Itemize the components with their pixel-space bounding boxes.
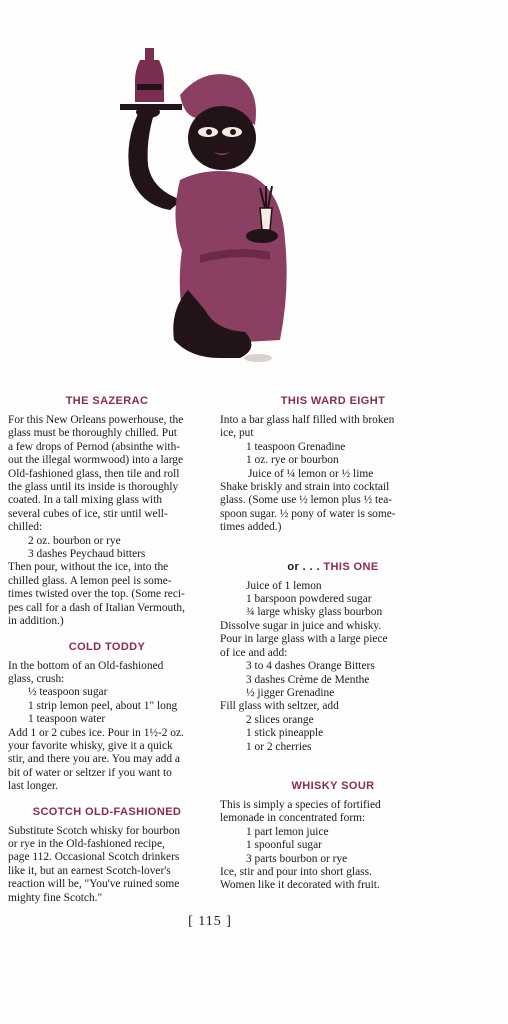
recipe-line: Fill glass with seltzer, add — [220, 700, 339, 713]
recipe-line: glass, crush: — [8, 672, 65, 685]
recipe-title — [8, 806, 206, 818]
recipe-title-prefix: or . . . — [287, 560, 324, 573]
recipe-line: stir, and there you are. You may add a — [8, 753, 180, 766]
recipe-sazerac — [8, 395, 206, 629]
recipe-line: lemonade in concentrated form: — [220, 812, 366, 825]
recipe-whisky-sour — [220, 780, 446, 893]
recipe-line: coated. In a tall mixing glass with — [8, 494, 163, 507]
recipe-line: 3 dashes Peychaud bitters — [28, 548, 146, 561]
recipe-line: ¾ large whisky glass bourbon — [246, 606, 383, 619]
recipe-line: 1 barspoon powdered sugar — [246, 593, 372, 606]
recipe-scotch-old-fashioned — [8, 806, 206, 905]
recipe-line: Then pour, without the ice, into the — [8, 561, 169, 574]
recipe-line: bit of water or seltzer if you want to — [8, 766, 172, 779]
recipe-line: 3 dashes Crème de Menthe — [246, 673, 370, 686]
recipe-line: like it, but an earnest Scotch-lover's — [8, 864, 171, 877]
recipe-line: the glass until its inside is thoroughly — [8, 481, 179, 494]
recipe-line: 1 stick pineapple — [246, 727, 324, 740]
recipe-line: page 112. Occasional Scotch drinkers — [8, 851, 180, 864]
recipe-line: 1 teaspoon water — [28, 713, 106, 726]
illustration — [110, 40, 310, 370]
figure-icon — [128, 74, 286, 362]
recipe-line: your favorite whisky, give it a quick — [8, 739, 173, 752]
recipe-title-text: WHISKY SOUR — [291, 779, 375, 792]
recipe-line: a few drops of Pernod (absinthe with- — [8, 440, 181, 453]
recipe-line: reaction will be, "You've ruined some — [8, 878, 180, 891]
recipe-line: 2 slices orange — [246, 713, 314, 726]
recipe-line: 1 or 2 cherries — [246, 740, 312, 753]
recipe-line: Into a bar glass half filled with broken — [220, 414, 395, 426]
recipe-line: Add 1 or 2 cubes ice. Pour in 1½-2 oz. — [8, 726, 184, 739]
recipe-line: 1 oz. rye or bourbon — [246, 454, 339, 467]
recipe-line: Old-fashioned glass, then tile and roll — [8, 467, 180, 480]
recipe-title-text: SCOTCH OLD-FASHIONED — [32, 805, 182, 818]
recipe-line: glass must be thoroughly chilled. Put — [8, 427, 177, 440]
recipe-line: of ice and add: — [220, 646, 288, 659]
recipe-line: 3 to 4 dashes Orange Bitters — [246, 660, 375, 673]
recipe-line: 1 part lemon juice — [246, 825, 329, 838]
recipe-line: 1 teaspoon Grenadine — [246, 440, 346, 453]
recipe-line: Pour in large glass with a large piece — [220, 633, 388, 646]
recipe-title-text: THIS ONE — [323, 560, 379, 573]
recipe-title-text: COLD TODDY — [68, 640, 146, 653]
recipe-line: 3 parts bourbon or rye — [246, 852, 348, 865]
recipe-this-one — [220, 561, 446, 754]
recipe-line: Women like it decorated with fruit. — [220, 879, 380, 892]
recipe-title — [8, 395, 206, 407]
recipe-line: chilled glass. A lemon peel is some- — [8, 574, 172, 587]
recipe-ward-eight — [220, 395, 446, 535]
bottle-on-tray-icon — [120, 48, 182, 110]
recipe-line: or rye in the Old-fashioned recipe, — [8, 837, 165, 850]
right-column — [220, 395, 446, 905]
recipe-line: mighty fine Scotch." — [8, 891, 103, 904]
recipe-line: Juice of ¼ lemon or ½ lime — [248, 467, 374, 480]
recipe-line: In the bottom of an Old-fashioned — [8, 659, 164, 672]
page-number: [ 115 ] — [188, 914, 232, 929]
recipe-title-text: THE SAZERAC — [65, 395, 149, 407]
left-column — [8, 395, 206, 917]
recipe-line: Juice of 1 lemon — [246, 579, 322, 592]
recipe-line: times twisted over the top. (Some reci- — [8, 588, 185, 601]
recipe-line: Dissolve sugar in juice and whisky. — [220, 619, 382, 632]
recipe-title — [8, 641, 206, 653]
recipe-title — [220, 395, 446, 407]
recipe-line: last longer. — [8, 780, 58, 793]
recipe-line: This is simply a species of fortified — [220, 798, 381, 811]
recipe-line: For this New Orleans powerhouse, the — [8, 414, 184, 426]
recipe-line: ice, put — [220, 427, 254, 440]
recipe-line: ½ jigger Grenadine — [246, 686, 335, 699]
recipe-line: 1 strip lemon peel, about 1" long — [28, 699, 178, 712]
recipe-title-text: THIS WARD EIGHT — [280, 395, 386, 407]
recipe-line: several cubes of ice, stir until well- — [8, 507, 168, 520]
recipe-line: times added.) — [220, 521, 282, 534]
recipe-line: glass. (Some use ½ lemon plus ½ tea- — [220, 494, 393, 507]
recipe-line: Substitute Scotch whisky for bourbon — [8, 824, 181, 837]
recipe-line: chilled: — [8, 521, 43, 534]
recipe-line: pes call for a dash of Italian Vermouth, — [8, 601, 185, 614]
recipe-cold-toddy — [8, 641, 206, 794]
recipe-line: ½ teaspoon sugar — [28, 686, 108, 699]
recipe-line: in addition.) — [8, 615, 64, 628]
recipe-title — [220, 780, 446, 792]
recipe-title — [220, 561, 446, 573]
recipe-line: out the illegal wormwood) into a large — [8, 454, 184, 467]
recipe-line: Shake briskly and strain into cocktail — [220, 481, 390, 494]
recipe-line: 1 spoonful sugar — [246, 839, 322, 852]
recipe-line: spoon sugar. ½ pony of water is some- — [220, 507, 396, 520]
recipe-line: Ice, stir and pour into short glass. — [220, 865, 372, 878]
recipe-line: 2 oz. bourbon or rye — [28, 534, 121, 547]
